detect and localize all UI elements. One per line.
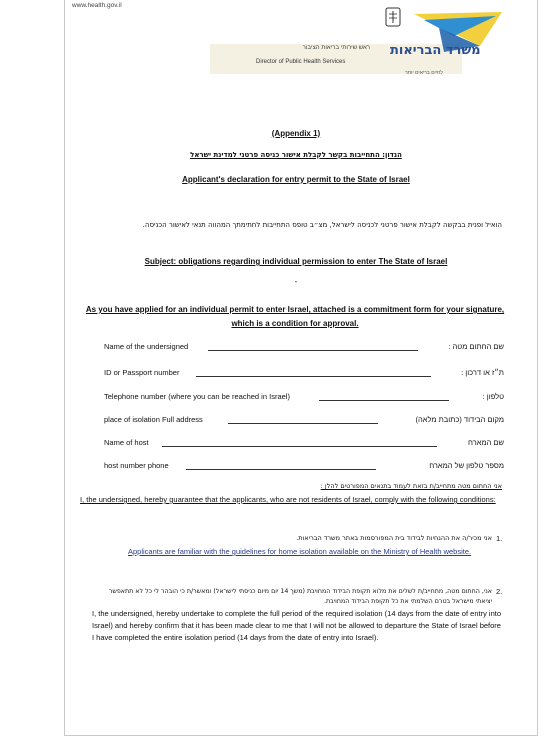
- applied-statement: As you have applied for an individual permit to enter Israel, attached is a commitment form for your signature, which is a condition for approval.: [85, 305, 505, 328]
- isolation-address-field[interactable]: [228, 423, 378, 424]
- form-row-isolation: [76, 415, 506, 425]
- field-label: host number phone: [104, 461, 169, 470]
- field-label: Telephone number (where you can be reached in Israel): [104, 392, 290, 401]
- field-label: Name of host: [104, 438, 149, 447]
- declaration-title: Applicant's declaration for entry permit to the State of Israel: [182, 175, 410, 184]
- field-label: Name of the undersigned: [104, 342, 189, 351]
- site-url: www.health.gov.il: [72, 2, 122, 9]
- id-passport-field[interactable]: [196, 376, 431, 377]
- field-label: ID or Passport number: [104, 368, 180, 377]
- state-emblem-icon: [386, 8, 400, 26]
- subject-he: הנדון: התחייבות בקשר לקבלת אישור כניסה פרטני למדינת ישראל: [190, 151, 402, 159]
- intro-he: הואיל ופנית בבקשה לקבלת אישור פרטני לכניסה לישראל, מצ״ב טופס התחייבות לחתימתך המהווה תנאי לאישור הכניסה.: [142, 221, 502, 229]
- item-2-he: אני, החתום מטה, מתחייב/ת לשלים את מלוא תקופת הבידוד המחויבת (משך 14 יום מיום כניסתי לישראל) ומאשר/ת כי הובהר לי כל לא תתאפשר יציאתי מישראל בטרם השלמתי את כל תקופת הבידוד המחויבת.: [108, 588, 492, 605]
- guarantee-en: I, the undersigned, hereby guarantee that the applicants, who are not residents of Israel, comply with the following conditions:: [80, 495, 496, 504]
- form-row-name: [76, 342, 506, 352]
- guarantee-he: אני החתום מטה מתחייב/ת בזאת לעמוד בתנאים המפורטים להלן :: [320, 482, 502, 490]
- host-phone-field[interactable]: [186, 469, 376, 470]
- name-field[interactable]: [208, 350, 418, 351]
- field-label-he: מספר טלפון של המארח: [429, 461, 504, 470]
- host-name-field[interactable]: [162, 446, 437, 447]
- field-label-he: מקום הבידוד (כתובת מלאה): [415, 415, 504, 424]
- subject-en: Subject: obligations regarding individual permission to enter The State of Israel: [144, 257, 448, 266]
- form-row-telephone: [76, 392, 506, 402]
- item-2-en: I, the undersigned, hereby undertake to complete the full period of the required isolation (14 days from the date of entry into Israel) and hereby confirm that it has been made clear to me that I will not be allowed to departure the State of Israel before I have completed the entire isolation period (14 days from the date of entry into Israel).: [92, 609, 501, 642]
- field-label-he: שם החתום מטה :: [448, 342, 504, 351]
- form-row-host: [76, 438, 506, 448]
- form-row-id: [76, 368, 506, 378]
- ministry-name: משרד הבריאות: [390, 43, 481, 58]
- item-1-he: אני מכיר/ה את ההנחיות לבידוד בית המפורסמות באתר משרד הבריאות.: [296, 534, 492, 542]
- department-he: ראש שירותי בריאות הציבור: [302, 45, 370, 51]
- item-number: 2.: [496, 587, 503, 596]
- appendix-title: (Appendix 1): [271, 129, 321, 138]
- telephone-field[interactable]: [319, 400, 449, 401]
- item-1-en: Applicants are familiar with the guidelines for home isolation available on the Ministry of Health website.: [128, 547, 472, 556]
- department-en: Director of Public Health Services: [256, 59, 346, 65]
- separator-dash: -: [294, 277, 298, 286]
- field-label-he: ת״ז או דרכון :: [461, 368, 504, 377]
- ministry-subtitle: לחיים בריאים יותר: [405, 70, 443, 76]
- form-row-host-phone: [76, 461, 506, 471]
- item-number: 1.: [496, 534, 503, 543]
- field-label-he: שם המארח: [468, 438, 504, 447]
- field-label-he: טלפון :: [482, 392, 504, 401]
- field-label: place of isolation Full address: [104, 415, 203, 424]
